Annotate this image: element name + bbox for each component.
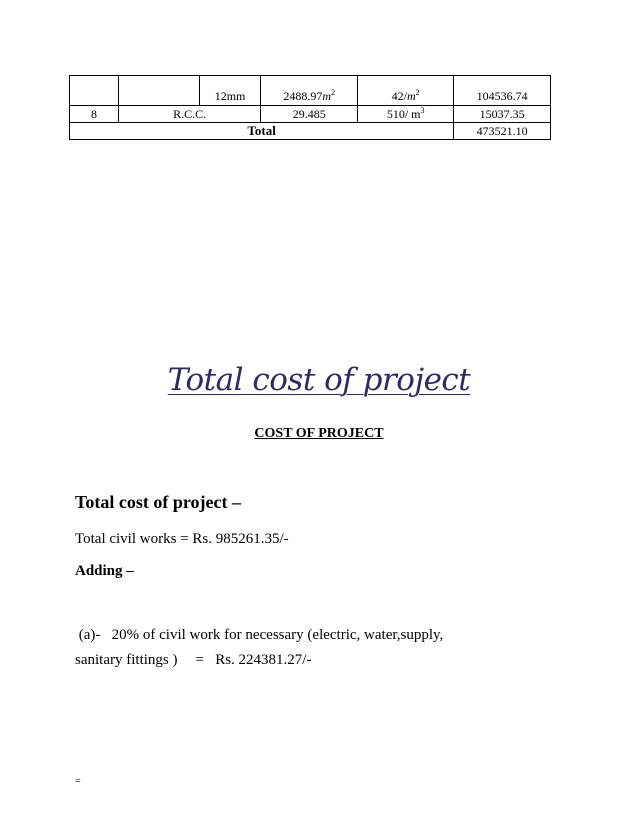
item-a-value: = Rs. 224381.27/- <box>195 652 312 668</box>
section-title: Total cost of project – <box>75 492 241 512</box>
cell-item: R.C.C. <box>118 106 260 123</box>
cell-quantity: 29.485 <box>261 106 358 123</box>
item-a-text: sanitary fittings ) <box>75 652 178 668</box>
cell-rate: 510/ $m^3$ <box>358 106 454 123</box>
total-value: 473521.10 <box>454 123 551 140</box>
table-row <box>70 76 551 106</box>
item-a-line1: (a)- 20% of civil work for necessary (electric, water,supply, <box>75 627 444 643</box>
cell-amount: 15037.35 <box>454 106 551 123</box>
cell-amount: 104536.74 <box>454 76 551 106</box>
adding-label: Adding – <box>75 563 134 579</box>
cost-table <box>69 75 551 140</box>
cell-size: 12mm <box>199 76 261 106</box>
footer-mark: = <box>75 776 81 787</box>
civil-works-line: Total civil works = Rs. 985261.35/- <box>75 531 289 547</box>
cell-rate: $42/m^2$ <box>358 76 454 106</box>
sub-heading: COST OF PROJECT <box>254 426 384 441</box>
item-a-line2 <box>75 652 311 669</box>
total-row <box>70 123 551 140</box>
cell-quantity: $2488.97m^2$ <box>261 76 358 106</box>
page-heading: Total cost of project <box>167 362 471 398</box>
table-row <box>70 106 551 123</box>
cell-serial <box>70 76 119 106</box>
cell-serial: 8 <box>70 106 119 123</box>
cell-item <box>118 76 199 106</box>
total-label: Total <box>70 123 454 140</box>
